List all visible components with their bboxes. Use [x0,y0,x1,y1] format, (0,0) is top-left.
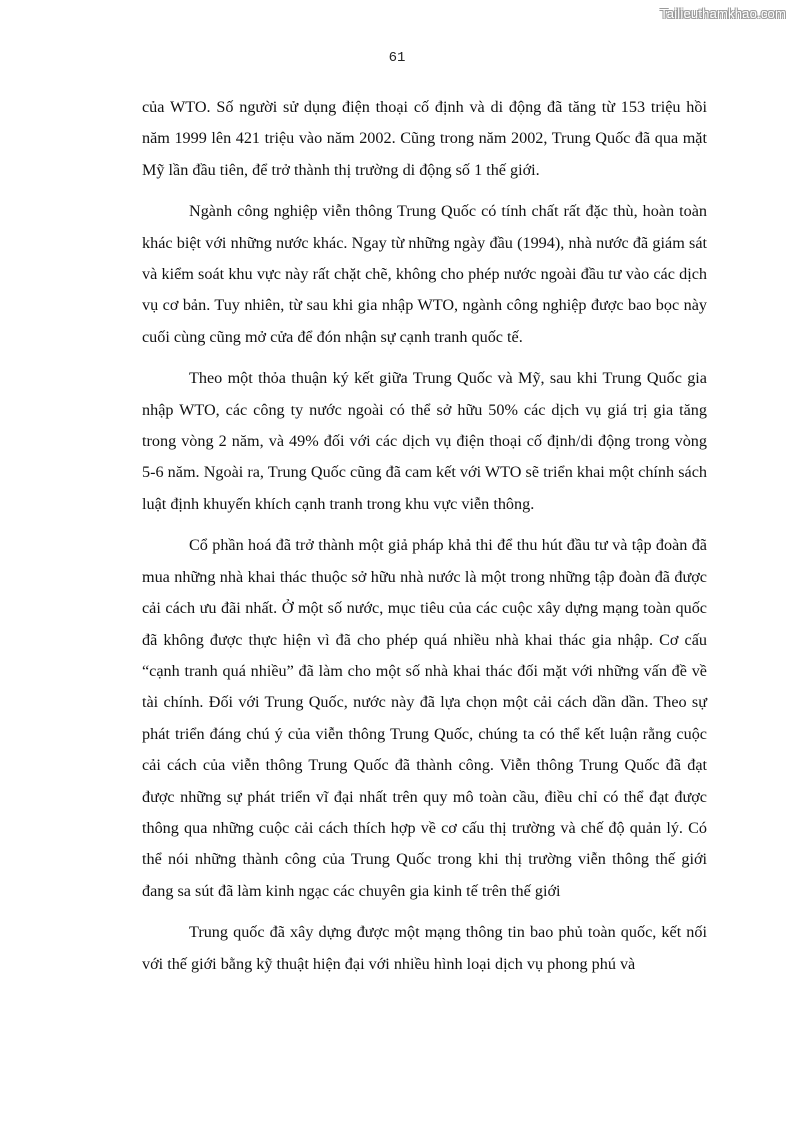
paragraph-telecom-industry: Ngành công nghiệp viễn thông Trung Quốc có tính chất rất đặc thù, hoàn toàn khác biệt với những nước khác. Ngay từ những ngày đầu (1994), nhà nước đã giám sát và kiểm soát khu vực này rất chặt chẽ, không cho phép nước ngoài đầu tư vào các dịch vụ cơ bản. Tuy nhiên, từ sau khi gia nhập WTO, ngành công nghiệp được bao bọc này cuối cùng cũng mở cửa để đón nhận sự cạnh tranh quốc tế. [142,202,707,346]
page-number: 61 [388,50,406,66]
watermark: Tailieuthamkhao.com [660,6,786,21]
paragraph-agreement: Theo một thỏa thuận ký kết giữa Trung Quốc và Mỹ, sau khi Trung Quốc gia nhập WTO, các công ty nước ngoài có thể sở hữu 50% các dịch vụ giá trị gia tăng trong vòng 2 năm, và 49% đối với các dịch vụ điện thoại cố định/di động trong vòng 5-6 năm. Ngoài ra, Trung Quốc cũng đã cam kết với WTO sẽ triển khai một chính sách luật định khuyến khích cạnh tranh trong khu vực viễn thông. [142,369,707,513]
paragraph-network: Trung quốc đã xây dựng được một mạng thông tin bao phủ toàn quốc, kết nối với thế giới bằng kỹ thuật hiện đại với nhiều hình loại dịch vụ phong phú và [142,923,707,973]
paragraph-equitization: Cổ phần hoá đã trở thành một giả pháp khả thi để thu hút đầu tư và tập đoàn đã mua những nhà khai thác thuộc sở hữu nhà nước là một trong những tập đoàn đã được cải cách ưu đãi nhất. Ở một số nước, mục tiêu của các cuộc xây dựng mạng toàn quốc đã không được thực hiện vì đã cho phép quá nhiều nhà khai thác gia nhập. Cơ cấu “cạnh tranh quá nhiều” đã làm cho một số nhà khai thác đối mặt với những vấn đề về tài chính. Đối với Trung Quốc, nước này đã lựa chọn một cải cách dần dần. Theo sự phát triển đáng chú ý của viễn thông Trung Quốc, chúng ta có thể kết luận rằng cuộc cải cách của viễn thông Trung Quốc đã thành công. Viễn thông Trung Quốc đã đạt được những sự phát triển vĩ đại nhất trên quy mô toàn cầu, điều chỉ có thể đạt được thông qua những cuộc cải cách thích hợp về cơ cấu thị trường và chế độ quản lý. Có thể nói những thành công của Trung Quốc trong khi thị trường viễn thông thế giới đang sa sút đã làm kinh ngạc các chuyên gia kinh tế trên thế giới [142,536,707,900]
document-body [142,92,707,990]
paragraph-continuation: của WTO. Số người sử dụng điện thoại cố định và di động đã tăng từ 153 triệu hồi năm 1999 lên 421 triệu vào năm 2002. Cũng trong năm 2002, Trung Quốc đã qua mặt Mỹ lần đầu tiên, để trở thành thị trường di động số 1 thế giới. [142,98,707,179]
